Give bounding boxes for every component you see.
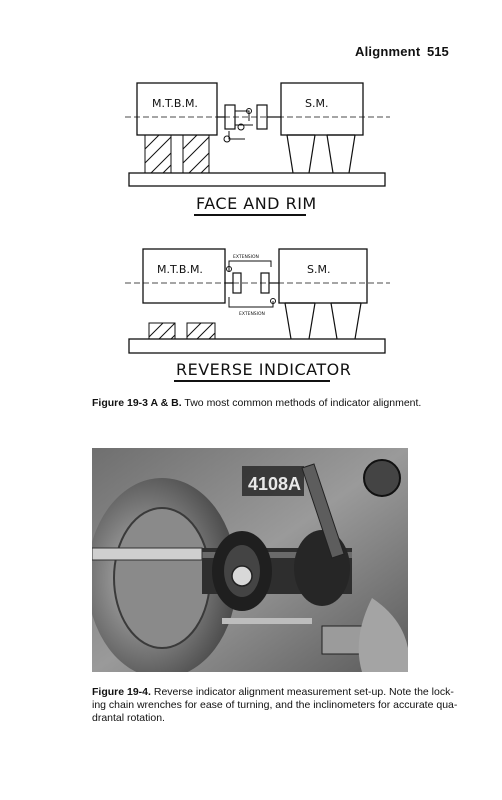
figure-19-3-number: Figure 19-3 A & B. <box>92 397 182 409</box>
dial-indicator-brackets <box>224 109 253 143</box>
photo-painted-marking: 4108A <box>248 474 302 494</box>
base-plate <box>129 173 385 186</box>
chain-wrench-bar <box>92 548 202 560</box>
mtbm-feet <box>149 323 215 339</box>
figure-19-3-caption <box>92 397 452 410</box>
sm-label: S.M. <box>305 97 329 110</box>
sm-pedestals <box>285 303 361 339</box>
base-plate <box>129 339 385 353</box>
figure-19-3-text: Two most common methods of indicator alignment. <box>184 397 422 409</box>
sm-label: S.M. <box>307 263 331 276</box>
mtbm-housing <box>143 249 225 303</box>
mtbm-feet <box>145 135 209 173</box>
reverse-indicator-label: REVERSE INDICATOR <box>176 360 352 379</box>
extension-top-label: EXTENSION <box>233 255 259 260</box>
figure-19-4-caption <box>92 686 462 725</box>
figure-19-4-line-2: ing chain wrenches for ease of turning, and the inclinometers for accurate qua- <box>92 699 458 711</box>
face-and-rim-label: FACE AND RIM <box>196 194 317 213</box>
mtbm-label: M.T.B.M. <box>157 263 203 276</box>
extension-bottom-label: EXTENSION <box>239 312 265 317</box>
figure-19-4-line-1: Figure 19-4. Reverse indicator alignment measurement set-up. Note the lock- <box>92 686 454 698</box>
mtbm-label: M.T.B.M. <box>152 97 198 110</box>
sm-housing <box>279 249 367 303</box>
figure-19-4-line-3: drantal rotation. <box>92 712 165 724</box>
reverse-indicator-diagram <box>125 243 390 358</box>
inclinometer <box>364 460 400 496</box>
reverse-indicator-underline <box>174 380 330 382</box>
extension-brackets <box>227 261 276 307</box>
reverse-indicator-setup-photo <box>92 448 408 672</box>
face-and-rim-diagram <box>125 75 390 190</box>
sm-pedestals <box>287 135 355 173</box>
face-and-rim-underline <box>194 214 306 216</box>
running-header-title: Alignment <box>355 44 421 59</box>
dial-indicator <box>232 566 252 586</box>
page-number: 515 <box>427 44 449 59</box>
figure-19-4-number: Figure 19-4. <box>92 686 151 698</box>
